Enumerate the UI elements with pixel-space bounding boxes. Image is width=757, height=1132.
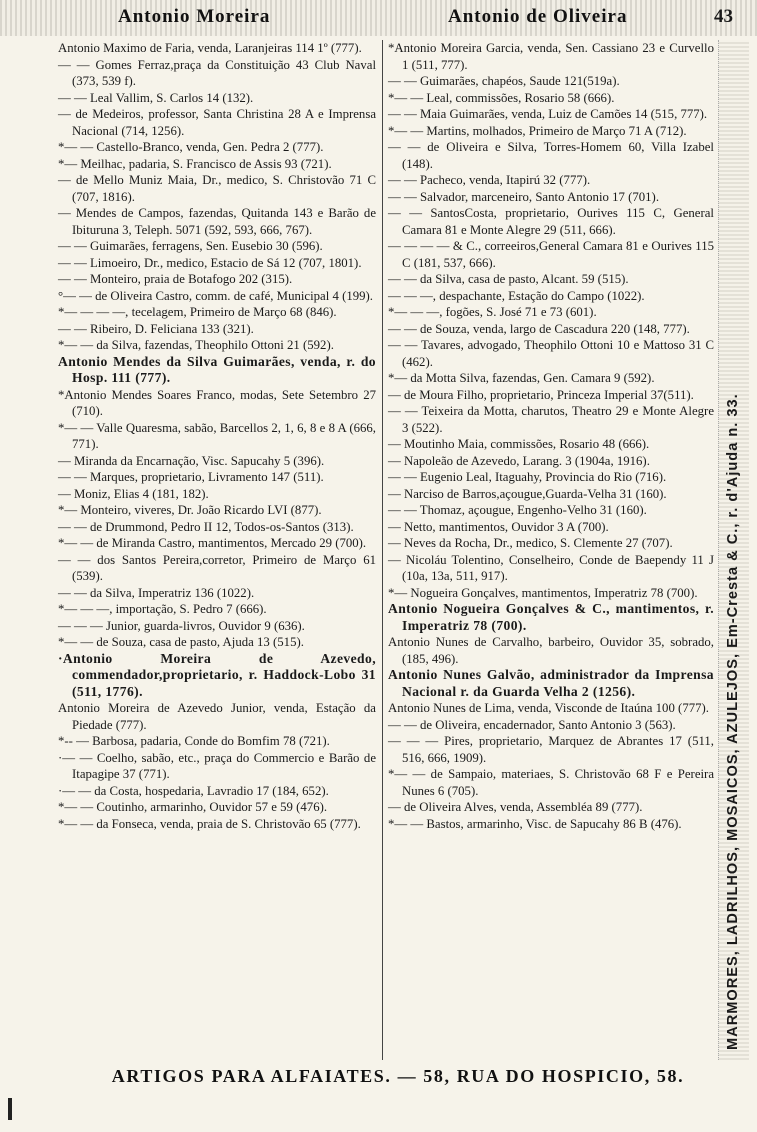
column-divider [382,40,383,1060]
directory-entry: *— Monteiro, viveres, Dr. João Ricardo LVI (877). [58,503,322,517]
directory-entry: *— — — —, tecelagem, Primeiro de Março 68 (846). [58,305,337,319]
directory-entry: — — Monteiro, praia de Botafogo 202 (315). [58,272,293,286]
directory-entry: Antonio Nunes de Lima, venda, Visconde de Itaúna 100 (777). [388,701,709,715]
directory-entry: — — Ribeiro, D. Feliciana 133 (321). [58,321,254,336]
directory-entry: — Nicoláu Tolentino, Conselheiro, Conde de Baependy 11 J (10a, 13a, 511, 917). [388,552,714,583]
directory-entry: — — de Drummond, Pedro II 12, Todos-os-Santos (313). [58,519,354,534]
directory-entry: *— — Valle Quaresma, sabão, Barcellos 2, 1, 6, 8 e 8 A (666, 771). [58,420,376,451]
directory-entry: — de Mello Muniz Maia, Dr., medico, S. Christovão 71 C (707, 1816). [58,173,376,204]
directory-entry: *— — —, importação, S. Pedro 7 (666). [58,602,267,616]
directory-entry: — Moniz, Elias 4 (181, 182). [58,486,209,501]
directory-entry: — — Eugenio Leal, Itaguahy, Provincia do Rio (716). [388,470,667,484]
directory-entry: *— da Motta Silva, fazendas, Gen. Camara 9 (592). [388,371,655,385]
directory-entry: Antonio Nunes de Carvalho, barbeiro, Ouvidor 35, sobrado, (185, 496). [388,635,714,666]
directory-entry: °— — de Oliveira Castro, comm. de café, Municipal 4 (199). [58,288,373,303]
directory-entry: — — Leal Vallim, S. Carlos 14 (132). [58,90,254,105]
directory-entry: — de Moura Filho, proprietario, Princeza Imperial 37(511). [388,387,694,402]
directory-entry: — — de Oliveira, encadernador, Santo Antonio 3 (563). [388,717,676,732]
directory-entry: — — —, despachante, Estação do Campo (1022). [388,288,645,303]
directory-entry: Antonio Maximo de Faria, venda, Laranjeiras 114 1º (777). [58,41,362,55]
directory-entry: *— — Coutinho, armarinho, Ouvidor 57 e 59 (476). [58,800,328,814]
directory-entry: ·— — da Costa, hospedaria, Lavradio 17 (184, 652). [58,783,329,798]
directory-entry: *Antonio Moreira Garcia, venda, Sen. Cassiano 23 e Curvello 1 (511, 777). [388,41,714,72]
directory-entry: ·Antonio Moreira de Azevedo, commendador,proprietario, r. Haddock-Lobo 31 (511, 1776). [58,650,376,699]
directory-entry: — — — — & C., correeiros,General Camara 81 e Ourives 115 C (181, 537, 666). [388,239,714,270]
corner-mark [8,1098,12,1120]
directory-entry: — Neves da Rocha, Dr., medico, S. Clemente 27 (707). [388,536,673,550]
directory-entry: — — dos Santos Pereira,corretor, Primeiro de Março 61 (539). [58,552,376,583]
directory-entry: *— — da Fonseca, venda, praia de S. Christovão 65 (777). [58,816,361,831]
directory-entry: *— — da Silva, fazendas, Theophilo Ottoni 21 (592). [58,338,334,352]
directory-entry: — — Gomes Ferraz,praça da Constituição 43 Club Naval (373, 539 f). [58,57,376,88]
directory-entry: *-- — Barbosa, padaria, Conde do Bomfim 78 (721). [58,734,330,748]
directory-entry: — Miranda da Encarnação, Visc. Sapucahy 5 (396). [58,453,325,468]
directory-entry: *Antonio Mendes Soares Franco, modas, Sete Setembro 27 (710). [58,387,376,418]
directory-entry: — Mendes de Campos, fazendas, Quitanda 143 e Barão de Ibituruna 3, Teleph. 5071 (592, 593, 666, 767). [58,206,376,237]
directory-entry: *— — Castello-Branco, venda, Gen. Pedra 2 (777). [58,140,324,154]
directory-entry: — — da Silva, casa de pasto, Alcant. 59 (515). [388,272,629,286]
directory-entry: *— Nogueira Gonçalves, mantimentos, Imperatriz 78 (700). [388,585,698,600]
running-head-right: Antonio de Oliveira [448,6,628,27]
directory-entry: *— — Bastos, armarinho, Visc. de Sapucahy 86 B (476). [388,816,682,831]
directory-entry: — Napoleão de Azevedo, Larang. 3 (1904a, 1916). [388,453,650,468]
directory-entry: *— — de Souza, casa de pasto, Ajuda 13 (515). [58,635,304,649]
directory-entry: Antonio Nogueira Gonçalves & C., mantimentos, r. Imperatriz 78 (700). [388,601,714,633]
directory-entry: ·— — Coelho, sabão, etc., praça do Commercio e Barão de Itapagipe 37 (771). [58,750,376,781]
directory-entry: *— — de Miranda Castro, mantimentos, Mercado 29 (700). [58,536,367,550]
page-header [0,0,757,36]
right-column [388,40,714,832]
directory-entry: — — Teixeira da Motta, charutos, Theatro 29 e Monte Alegre 3 (522). [388,404,714,435]
footer-advert: ARTIGOS PARA ALFAIATES. — 58, RUA DO HOSPICIO, 58. [111,1066,685,1086]
directory-entry: — — da Silva, Imperatriz 136 (1022). [58,585,255,600]
directory-entry: — Moutinho Maia, commissões, Rosario 48 (666). [388,437,650,451]
directory-entry: — — SantosCosta, proprietario, Ourives 115 C, General Camara 81 e Monte Alegre 29 (511, 666). [388,206,714,237]
directory-entry: Antonio Mendes da Silva Guimarães, venda, r. do Hosp. 111 (777). [58,353,376,385]
running-head-left: Antonio Moreira [118,6,271,27]
directory-entry: — — — Junior, guarda-livros, Ouvidor 9 (636). [58,618,305,633]
directory-entry: Antonio Nunes Galvão, administrador da Imprensa Nacional r. da Guarda Velha 2 (1256). [388,667,714,699]
directory-entry: — Narciso de Barros,açougue,Guarda-Velha 31 (160). [388,486,667,501]
directory-entry: — — de Oliveira e Silva, Torres-Homem 60, Villa Izabel (148). [388,140,714,171]
directory-entry: — — Marques, proprietario, Livramento 147 (511). [58,470,324,484]
directory-entry: *— — Martins, molhados, Primeiro de Março 71 A (712). [388,123,687,138]
directory-entry: *— Meilhac, padaria, S. Francisco de Assis 93 (721). [58,156,332,171]
directory-entry: — — Guimarães, ferragens, Sen. Eusebio 30 (596). [58,239,323,253]
directory-entry: — de Medeiros, professor, Santa Christina 28 A e Imprensa Nacional (714, 1256). [58,107,376,138]
directory-entry: — Netto, mantimentos, Ouvidor 3 A (700). [388,519,609,534]
directory-entry: *— — —, fogões, S. José 71 e 73 (601). [388,305,597,319]
directory-entry: — — Thomaz, açougue, Engenho-Velho 31 (160). [388,503,647,517]
directory-entry: Antonio Moreira de Azevedo Junior, venda, Estação da Piedade (777). [58,701,376,732]
directory-entry: — — Tavares, advogado, Theophilo Ottoni 10 e Mattoso 31 C (462). [388,338,714,369]
directory-entry: — — Salvador, marceneiro, Santo Antonio 17 (701). [388,189,660,204]
directory-entry: — — Limoeiro, Dr., medico, Estacio de Sá 12 (707, 1801). [58,255,362,270]
directory-entry: — — Maia Guimarães, venda, Luiz de Camões 14 (515, 777). [388,107,708,121]
directory-entry: — de Oliveira Alves, venda, Assembléa 89 (777). [388,800,643,814]
directory-entry: — — Pacheco, venda, Itapirú 32 (777). [388,173,591,187]
directory-entry: *— — de Sampaio, materiaes, S. Christovão 68 F e Pereira Nunes 6 (705). [388,767,714,798]
directory-entry: — — Guimarães, chapéos, Saude 121(519a). [388,74,620,88]
page-number: 43 [714,6,733,27]
directory-entry: *— — Leal, commissões, Rosario 58 (666). [388,90,615,105]
directory-entry: — — — Pires, proprietario, Marquez de Abrantes 17 (511, 516, 666, 1909). [388,734,714,765]
left-column [58,40,376,832]
side-advert: MARMORES, LADRILHOS, MOSAICOS, AZULEJOS, Em-Cresta & C., r. d'Ajuda n. 33. [725,393,741,1050]
directory-entry: — — de Souza, venda, largo de Cascadura 220 (148, 777). [388,321,690,336]
